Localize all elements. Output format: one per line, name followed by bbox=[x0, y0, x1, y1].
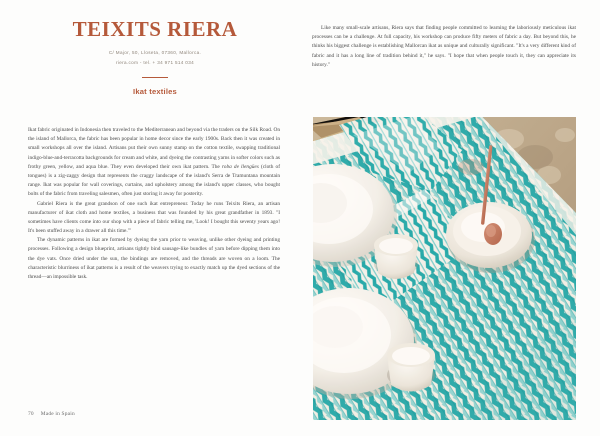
address-line: C/ Major, 50, Lloseta, 07360, Mallorca. bbox=[108, 50, 202, 56]
paragraph-text-cont: (cloth of tongues) is a zig-zaggy design that represents the craggy landscape of the island's Serra de Tramuntana mountain range. Ikat was popular for wall coverings, curtains, and upholstery among the island's upper classes, who bought bolts of the fabric from traveling salesmen, often just storing it away for posterity. bbox=[28, 163, 280, 198]
italic-term: roba de llengües bbox=[221, 163, 259, 170]
running-head: Made in Spain bbox=[40, 411, 75, 417]
section-kicker: Ikat textiles bbox=[133, 86, 177, 96]
body-text-right-column bbox=[312, 24, 576, 70]
page-footer bbox=[28, 411, 280, 417]
article-photograph bbox=[313, 117, 576, 420]
masthead bbox=[24, 18, 286, 96]
paragraph bbox=[28, 126, 280, 200]
paragraph-text: Ikat fabric originated in Indonesia then traveled to the Mediterranean and beyond via the traders on the Silk Road. On the island of Mallorca, the fabric has been popular in home decor since the early 1900s. Back then it was created in small workshops all over the island. Artisans put their own sunny stamp on the cotton textile, swapping traditional indigo-blue-and-terracotta backgrounds for cream and white, and dyeing the contrasting yarns in softer colors such as frothy green, yellow, and aqua blue. They even developed their own ikat pattern. The bbox=[28, 127, 280, 170]
paragraph: Gabriel Riera is the great grandson of one such ikat entrepreneur. Today he runs Teixits Riera, an artisan manufacturer of ikat cloth and home textiles, a business that was founded by his great grandfather in 1893. "I sometimes have clients come into our shop with a piece of fabric telling me, 'Look! I bought this seventy years ago! It's been stuffed away in a drawer all this time.'" bbox=[28, 200, 280, 235]
divider bbox=[142, 77, 168, 78]
page-title: TEIXITS RIERA bbox=[72, 17, 238, 41]
page-number: 70 bbox=[28, 411, 34, 417]
photo-illustration bbox=[313, 117, 576, 420]
contact-line: riera.com - tel. + 34 971 514 034 bbox=[115, 59, 195, 65]
paragraph: The dynamic patterns in ikat are formed by dyeing the yarn prior to weaving, unlike other dyeing and printing processes. Following a design blueprint, artisans tightly bind sausage-like bundles of yarn before dipping them into the dye vats. Once dried under the sun, the bindings are removed, and the threads are woven on a loom. The characteristic blurriness of ikat patterns is a result of the weavers trying to exactly match up the dyed sections of the thread—an impossible task. bbox=[28, 237, 280, 280]
paragraph: Like many small-scale artisans, Riera says that finding people committed to learning the laboriously meticulous ikat processes can be a challenge. At full capacity, his workshop can produce fifty meters of fabric a day. But beyond this, he thinks his biggest challenge is establishing Mallorcan ikat as unique and culturally significant. "It's a very different kind of fabric and it has a long line of tradition behind it," he says. "I hope that when people touch it, they can appreciate its history." bbox=[312, 25, 576, 68]
brand-contact-details bbox=[24, 48, 286, 67]
body-text-left-column bbox=[28, 126, 280, 282]
